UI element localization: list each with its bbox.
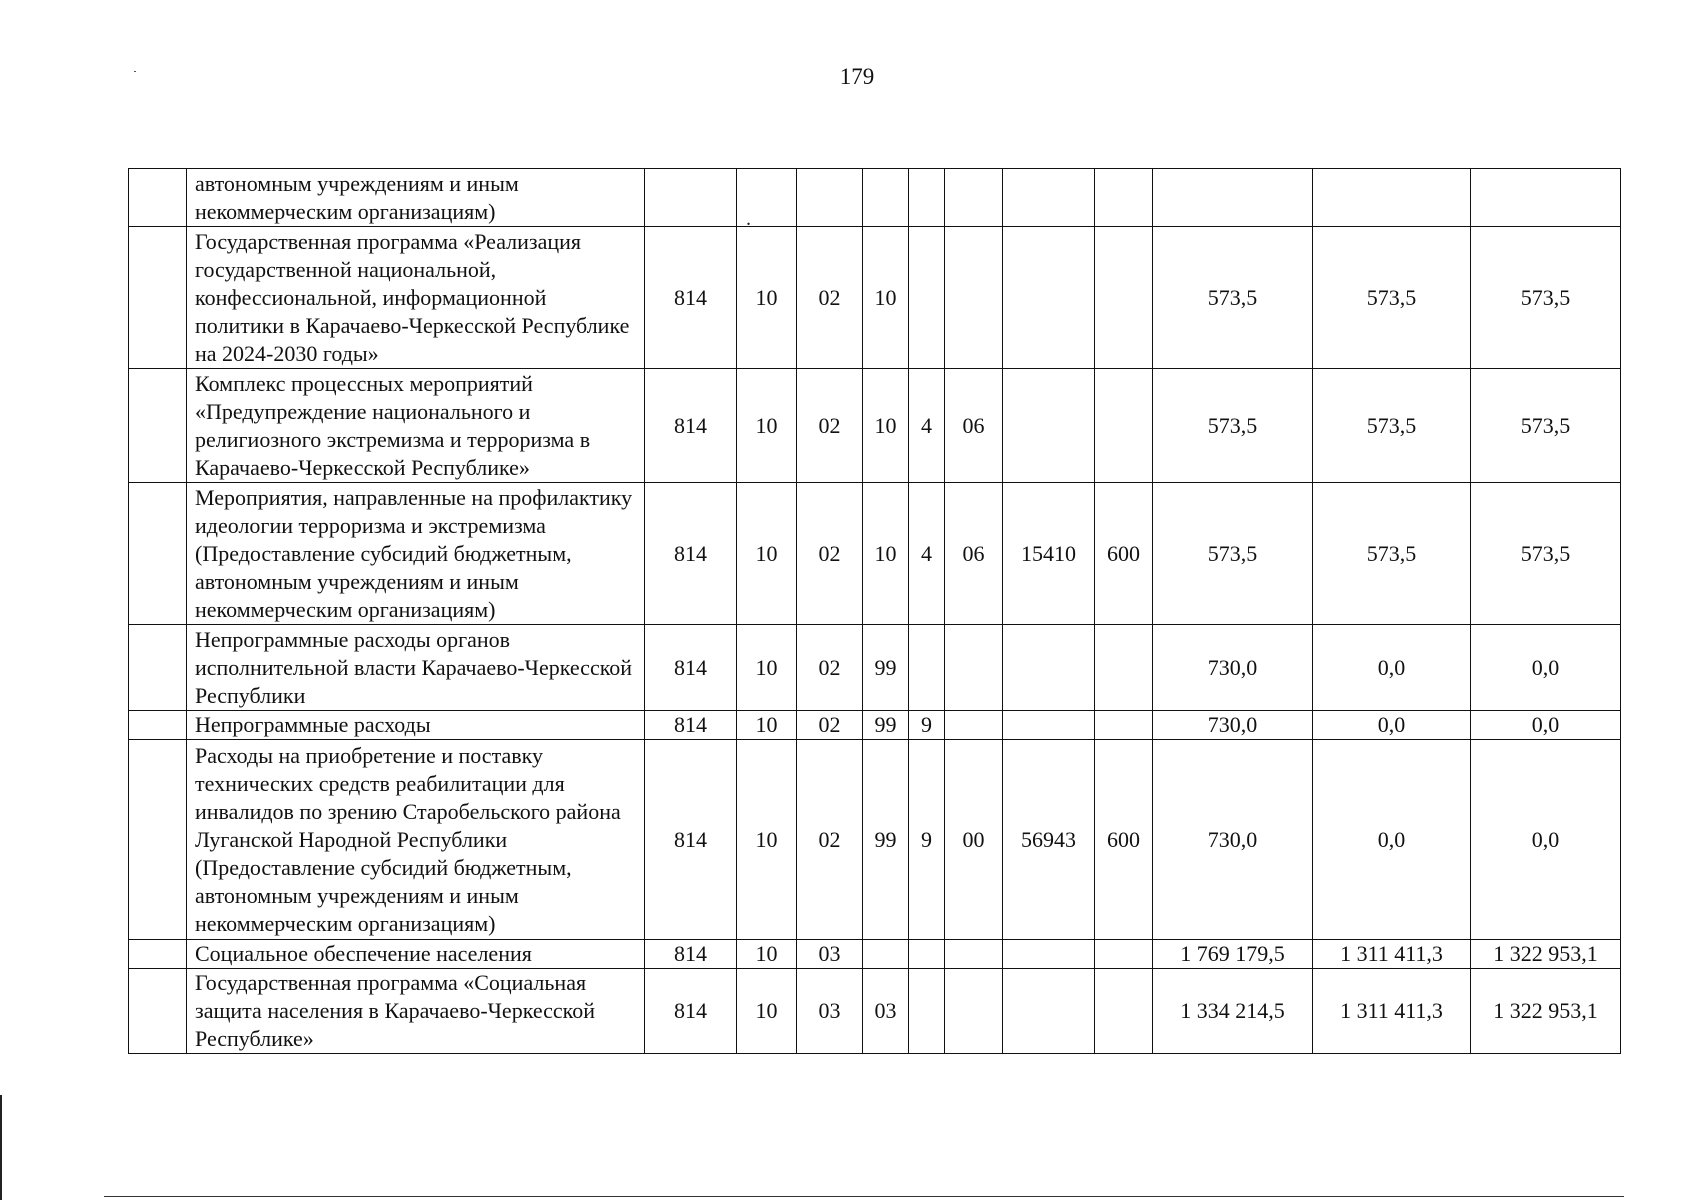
code-cell-c1: 814	[645, 969, 737, 1054]
amount-cell-v2: 573,5	[1313, 227, 1471, 369]
code-cell-c6	[945, 625, 1003, 711]
code-cell-c5	[909, 625, 945, 711]
code-cell-c8	[1095, 711, 1153, 740]
amount-cell-v3: 573,5	[1471, 227, 1621, 369]
code-cell-c7	[1003, 227, 1095, 369]
code-cell-c3: 02	[797, 711, 863, 740]
code-cell-c6: 06	[945, 369, 1003, 483]
amount-cell-v2: 573,5	[1313, 369, 1471, 483]
code-cell-c6	[945, 969, 1003, 1054]
code-cell-c7	[1003, 625, 1095, 711]
stray-mark: .	[746, 208, 751, 230]
code-cell-c3: 03	[797, 969, 863, 1054]
row-number-cell	[129, 169, 187, 227]
code-cell-c3: 02	[797, 227, 863, 369]
amount-cell-v1: 573,5	[1153, 369, 1313, 483]
table-row	[129, 169, 1621, 227]
table-row	[129, 969, 1621, 1054]
row-number-cell	[129, 940, 187, 969]
row-number-cell	[129, 969, 187, 1054]
amount-cell-v2: 573,5	[1313, 483, 1471, 625]
amount-cell-v2: 0,0	[1313, 625, 1471, 711]
code-cell-c8: 600	[1095, 483, 1153, 625]
code-cell-c3: 02	[797, 625, 863, 711]
row-name-cell: Мероприятия, направленные на профилактику идеологии терроризма и экстремизма (Предоставление субсидий бюджетным, автономным учреждениям и иным некоммерческим организациям)	[187, 483, 645, 625]
amount-cell-v1: 730,0	[1153, 625, 1313, 711]
code-cell-c2: 10	[737, 940, 797, 969]
code-cell-c8	[1095, 369, 1153, 483]
amount-cell-v3: 1 322 953,1	[1471, 940, 1621, 969]
code-cell-c6	[945, 227, 1003, 369]
code-cell-c5: 4	[909, 483, 945, 625]
amount-cell-v3	[1471, 169, 1621, 227]
table-row	[129, 227, 1621, 369]
code-cell-c3: 02	[797, 483, 863, 625]
code-cell-c7: 15410	[1003, 483, 1095, 625]
row-name-cell: Непрограммные расходы органов исполнительной власти Карачаево-Черкесской Республики	[187, 625, 645, 711]
row-name-cell: Комплекс процессных мероприятий «Предупреждение национального и религиозного экстремизма и терроризма в Карачаево-Черкесской Республике»	[187, 369, 645, 483]
row-name-cell: автономным учреждениям и иным некоммерческим организациям)	[187, 169, 645, 227]
code-cell-c1: 814	[645, 625, 737, 711]
code-cell-c5	[909, 969, 945, 1054]
code-cell-c4	[863, 169, 909, 227]
code-cell-c5	[909, 169, 945, 227]
code-cell-c2: 10	[737, 227, 797, 369]
code-cell-c2: 10	[737, 483, 797, 625]
amount-cell-v3: 0,0	[1471, 625, 1621, 711]
code-cell-c8	[1095, 625, 1153, 711]
code-cell-c1: 814	[645, 483, 737, 625]
amount-cell-v3: 0,0	[1471, 740, 1621, 940]
left-scan-edge	[0, 1095, 2, 1200]
code-cell-c4: 10	[863, 369, 909, 483]
code-cell-c8	[1095, 169, 1153, 227]
row-number-cell	[129, 740, 187, 940]
row-number-cell	[129, 711, 187, 740]
code-cell-c8	[1095, 969, 1153, 1054]
table-row	[129, 369, 1621, 483]
row-name-cell: Государственная программа «Социальная защита населения в Карачаево-Черкесской Республике»	[187, 969, 645, 1054]
amount-cell-v2	[1313, 169, 1471, 227]
code-cell-c4: 10	[863, 227, 909, 369]
code-cell-c7	[1003, 169, 1095, 227]
code-cell-c1: 814	[645, 940, 737, 969]
code-cell-c1: 814	[645, 369, 737, 483]
page-number: 179	[839, 64, 875, 89]
code-cell-c6: 00	[945, 740, 1003, 940]
code-cell-c2: 10	[737, 369, 797, 483]
amount-cell-v1: 730,0	[1153, 711, 1313, 740]
amount-cell-v1: 573,5	[1153, 227, 1313, 369]
code-cell-c2: 10	[737, 969, 797, 1054]
code-cell-c3: 02	[797, 740, 863, 940]
code-cell-c3: 03	[797, 940, 863, 969]
code-cell-c6	[945, 940, 1003, 969]
row-number-cell	[129, 369, 187, 483]
row-name-cell: Непрограммные расходы	[187, 711, 645, 740]
table-row	[129, 940, 1621, 969]
row-number-cell	[129, 483, 187, 625]
code-cell-c2: 10	[737, 711, 797, 740]
row-number-cell	[129, 227, 187, 369]
code-cell-c7	[1003, 369, 1095, 483]
code-cell-c7	[1003, 711, 1095, 740]
budget-table	[128, 168, 1621, 1054]
code-cell-c5	[909, 940, 945, 969]
code-cell-c4: 99	[863, 625, 909, 711]
code-cell-c3: 02	[797, 369, 863, 483]
amount-cell-v1: 1 334 214,5	[1153, 969, 1313, 1054]
code-cell-c4: 99	[863, 711, 909, 740]
amount-cell-v3: 1 322 953,1	[1471, 969, 1621, 1054]
code-cell-c1: 814	[645, 740, 737, 940]
code-cell-c2: 10	[737, 625, 797, 711]
code-cell-c5: 9	[909, 740, 945, 940]
bottom-rule	[104, 1196, 1624, 1197]
amount-cell-v1	[1153, 169, 1313, 227]
code-cell-c4: 10	[863, 483, 909, 625]
amount-cell-v1: 1 769 179,5	[1153, 940, 1313, 969]
table-row	[129, 483, 1621, 625]
code-cell-c5: 9	[909, 711, 945, 740]
code-cell-c4: 03	[863, 969, 909, 1054]
code-cell-c2: 10	[737, 740, 797, 940]
amount-cell-v2: 0,0	[1313, 711, 1471, 740]
code-cell-c7	[1003, 940, 1095, 969]
code-cell-c1: 814	[645, 711, 737, 740]
code-cell-c4: 99	[863, 740, 909, 940]
code-cell-c6	[945, 169, 1003, 227]
amount-cell-v2: 1 311 411,3	[1313, 940, 1471, 969]
amount-cell-v2: 1 311 411,3	[1313, 969, 1471, 1054]
code-cell-c1: 814	[645, 227, 737, 369]
row-name-cell: Социальное обеспечение населения	[187, 940, 645, 969]
amount-cell-v3: 573,5	[1471, 483, 1621, 625]
code-cell-c5: 4	[909, 369, 945, 483]
amount-cell-v3: 0,0	[1471, 711, 1621, 740]
row-name-cell: Государственная программа «Реализация государственной национальной, конфессиональной, информационной политики в Карачаево-Черкесской Республике на 2024-2030 годы»	[187, 227, 645, 369]
table-row	[129, 711, 1621, 740]
code-cell-c3	[797, 169, 863, 227]
code-cell-c8: 600	[1095, 740, 1153, 940]
amount-cell-v2: 0,0	[1313, 740, 1471, 940]
code-cell-c7	[1003, 969, 1095, 1054]
code-cell-c7: 56943	[1003, 740, 1095, 940]
amount-cell-v3: 573,5	[1471, 369, 1621, 483]
table-row	[129, 740, 1621, 940]
row-number-cell	[129, 625, 187, 711]
code-cell-c4	[863, 940, 909, 969]
code-cell-c8	[1095, 940, 1153, 969]
table-row	[129, 625, 1621, 711]
code-cell-c6: 06	[945, 483, 1003, 625]
code-cell-c8	[1095, 227, 1153, 369]
amount-cell-v1: 573,5	[1153, 483, 1313, 625]
code-cell-c5	[909, 227, 945, 369]
code-cell-c1	[645, 169, 737, 227]
row-name-cell: Расходы на приобретение и поставку технических средств реабилитации для инвалидов по зрению Старобельского района Луганской Народной Республики (Предоставление субсидий бюджетным, автономным учреждениям и иным некоммерческим организациям)	[187, 740, 645, 940]
amount-cell-v1: 730,0	[1153, 740, 1313, 940]
code-cell-c6	[945, 711, 1003, 740]
